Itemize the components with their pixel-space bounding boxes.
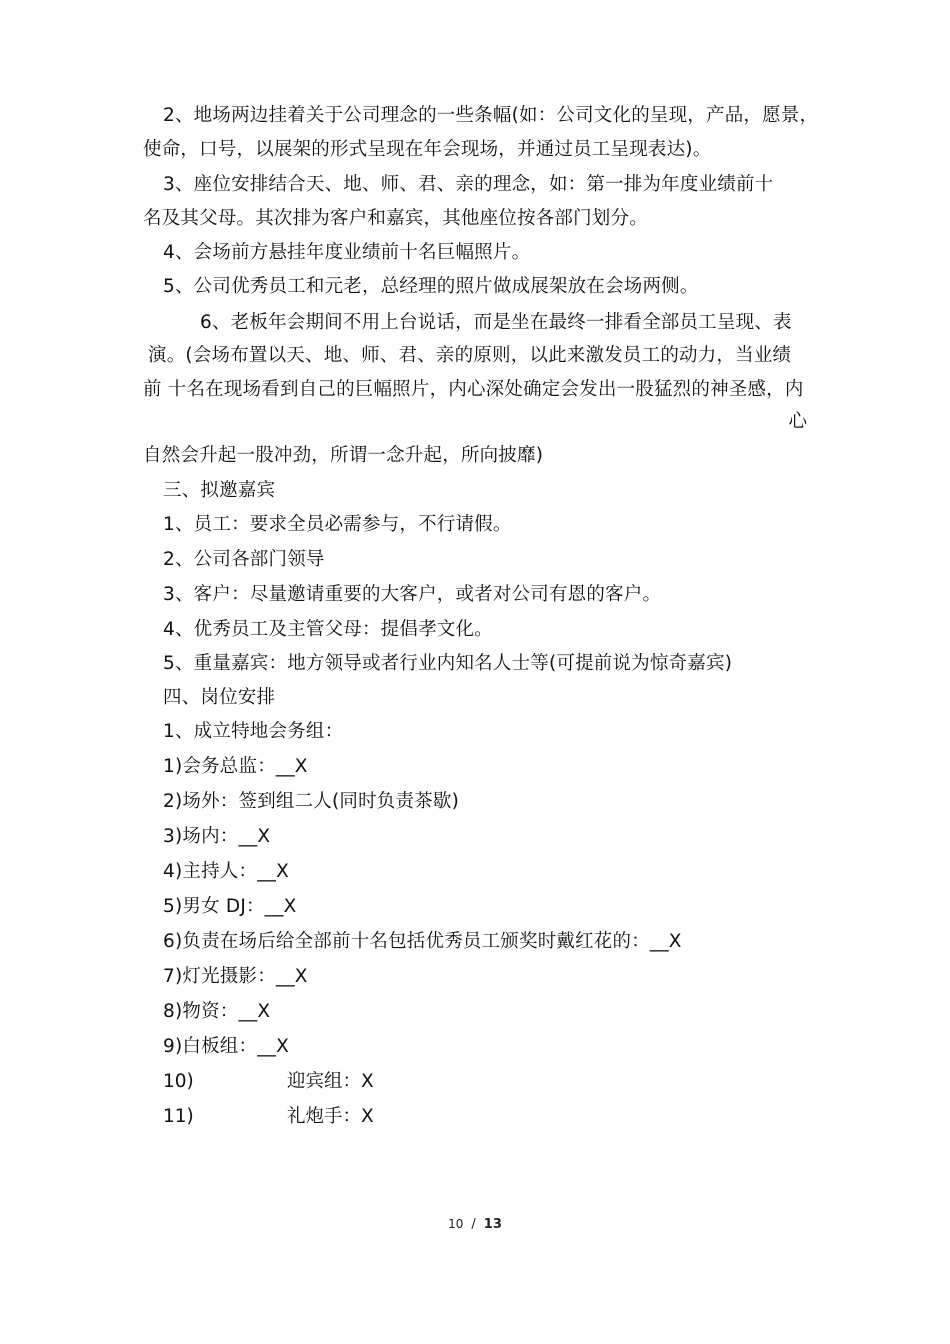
paragraph-line: 心: [788, 411, 807, 432]
list-item: 2)场外：签到组二人(同时负责茶歇): [163, 791, 460, 812]
list-item: 1、员工：要求全员必需参与，不行请假。: [163, 514, 512, 535]
section-heading: 四、岗位安排: [163, 687, 276, 708]
list-item: 礼炮手：X: [287, 1106, 374, 1127]
paragraph-line: 自然会升起一股冲劲，所谓一念升起，所向披靡): [143, 445, 544, 466]
list-item: 2、公司各部门领导: [163, 549, 325, 570]
list-item: 6)负责在场后给全部前十名包括优秀员工颁奖时戴红花的：__X: [163, 931, 682, 952]
list-item: 5)男女 DJ：__X: [163, 896, 297, 917]
list-item: 9)白板组：__X: [163, 1036, 289, 1057]
paragraph-line: 5、公司优秀员工和元老，总经理的照片做成展架放在会场两侧。: [163, 276, 699, 297]
page-separator: /: [471, 1217, 476, 1232]
list-item: 3)场内：__X: [163, 826, 271, 847]
list-item: 1、成立特地会务组：: [163, 721, 344, 742]
list-item: 迎宾组：X: [287, 1071, 374, 1092]
list-item: 7)灯光摄影：__X: [163, 966, 308, 987]
list-item: 1)会务总监：__X: [163, 756, 308, 777]
list-item: 4)主持人：__X: [163, 861, 289, 882]
list-item: 3、客户：尽量邀请重要的大客户，或者对公司有恩的客户。: [163, 584, 662, 605]
current-page: 10: [448, 1217, 464, 1231]
total-pages: 13: [483, 1217, 502, 1232]
section-heading: 三、拟邀嘉宾: [163, 480, 276, 501]
paragraph-line: 6、老板年会期间不用上台说话，而是坐在最终一排看全部员工呈现、表: [200, 312, 792, 333]
list-item-number: 11): [163, 1106, 194, 1127]
list-item: 8)物资：__X: [163, 1001, 271, 1022]
page-number: [0, 1214, 950, 1235]
paragraph-line: 演。(会场布置以天、地、师、君、亲的原则，以此来激发员工的动力，当业绩: [148, 345, 792, 366]
list-item: 4、优秀员工及主管父母：提倡孝文化。: [163, 619, 493, 640]
paragraph-line: 3、座位安排结合天、地、师、君、亲的理念，如：第一排为年度业绩前十: [163, 174, 774, 195]
paragraph-line: 前 十名在现场看到自己的巨幅照片，内心深处确定会发出一股猛烈的神圣感，内: [143, 379, 804, 400]
list-item-number: 10): [163, 1071, 194, 1092]
paragraph-line: 使命，口号，以展架的形式呈现在年会现场，并通过员工呈现表达)。: [143, 139, 712, 160]
paragraph-line: 4、会场前方悬挂年度业绩前十名巨幅照片。: [163, 242, 531, 263]
list-item: 5、重量嘉宾：地方领导或者行业内知名人士等(可提前说为惊奇嘉宾): [163, 653, 733, 674]
paragraph-line: 2、地场两边挂着关于公司理念的一些条幅(如：公司文化的呈现，产品，愿景，: [163, 105, 819, 126]
paragraph-line: 名及其父母。其次排为客户和嘉宾，其他座位按各部门划分。: [143, 208, 648, 229]
